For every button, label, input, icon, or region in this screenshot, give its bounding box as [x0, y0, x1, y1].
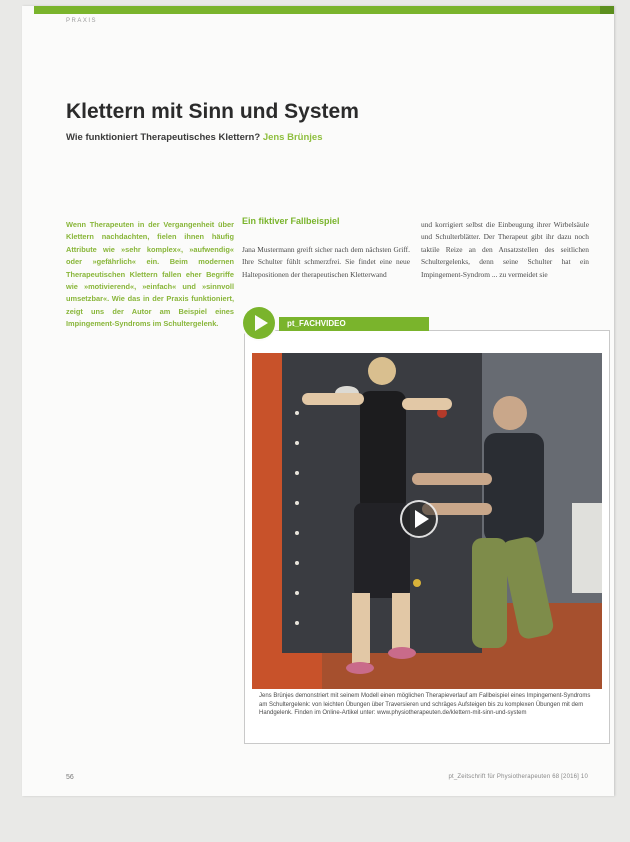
play-button[interactable]: [400, 500, 438, 538]
body-column-3: und korrigiert selbst die Einbeugung ihrer Wirbelsäule und Schulterblätter. Der Therapeut gibt ihr dazu noch taktile Reize an den Ansatzstellen des seitlichen Schultergelenks, denn seine Schulter hat ein Impingement-Syndrom ... zu vermeidet sie: [421, 220, 589, 279]
section-heading: Ein fiktiver Fallbeispiel: [242, 216, 340, 226]
publication-info: pt_Zeitschrift für Physiotherapeuten 68 [2016] 10: [448, 774, 588, 780]
video-label[interactable]: [243, 307, 630, 339]
author-name: Jens Brünjes: [262, 132, 323, 143]
article-subtitle: [66, 132, 322, 143]
video-thumbnail[interactable]: [252, 353, 602, 689]
top-accent-corner: [600, 6, 614, 14]
page-number: 56: [66, 774, 74, 781]
subtitle-text: Wie funktioniert Therapeutisches Klettern?: [66, 132, 261, 143]
video-frame: [244, 330, 610, 744]
magazine-page: [22, 6, 614, 796]
video-label-text: pt_FACHVIDEO: [279, 317, 429, 331]
body-column-2: Jana Mustermann greift sicher nach dem nächsten Griff. Ihre Schulter fühlt schmerzfrei. Sie findet eine neue Haltepositionen der therapeutischen Kletterwand: [242, 245, 410, 279]
intro-paragraph: Wenn Therapeuten in der Vergangenheit über Klettern nachdachten, fielen ihnen häufig Attribute wie »sehr komplex«, »aufwendig« oder »gefährlich« ein. Beim modernen Therapeutischen Klettern fallen eher Begriffe wie »motivierend«, »einfach« und »sinnvoll umsetzbar«. Wie das in der Praxis funktioniert, zeigt uns der Autor am Beispiel eines Impingement-Syndroms im Schultergelenk.: [66, 220, 234, 329]
section-label: PRAXIS: [66, 18, 98, 24]
article-title: Klettern mit Sinn und System: [66, 100, 359, 123]
play-icon[interactable]: [243, 307, 275, 339]
top-accent-bar: [34, 6, 614, 14]
video-caption: Jens Brünjes demonstriert mit seinem Modell einen möglichen Therapieverlauf am Fallbeispiel eines Impingement-Syndroms am Schultergelenk: von leichten Übungen über Traversieren und schräges Aufsteigen bis zu komplexen Übungen mit dem Handgelenk. Finden im Online-Artikel unter: www.physiotherapeuten.de/klettern-mit-sinn-und-system: [259, 693, 591, 717]
